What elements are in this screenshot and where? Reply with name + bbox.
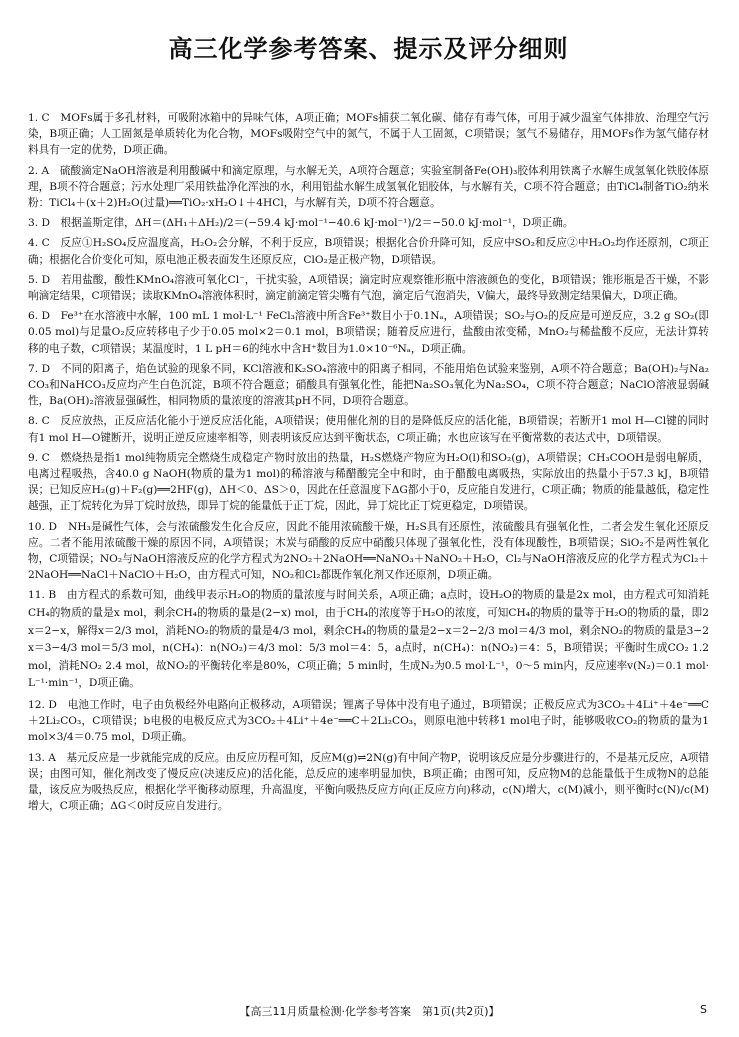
answer-item-11: 11. B 由方程式的系数可知，曲线甲表示H₂O的物质的量浓度与时间关系，A项正确；a点时，设H₂O的物质的量是2x mol，由方程式可知消耗CH₄的物质的量是x mol，剩余CH₄的物质的量是(2−x) mol，由于CH₄的浓度等于H₂O的浓度，可知CH₄的物质的量等于H₂O的物质的量，即2x＝2−x，解得x＝2/3 mol，消耗NO₂的物质的量是4/3 mol，剩余CH₄的物质的量是2−x＝2−2/3 mol＝4/3 mol，剩余NO₂的物质的量是3−2x＝3−4/3 mol＝5/3 mol，n(CH₄)：n(NO₂)＝4/3 mol：5/3 mol＝4：5，a点时，n(CH₄)：n(NO₂)＝4：5，B项错误；平衡时生成CO₂ 1.2 mol，消耗NO₂ 2.4 mol，故NO₂的平衡转化率是80%，C项正确；5 min时，生成N₂为0.5 mol·L⁻¹，0～5 min内，反应速率v(N₂)＝0.1 mol·L⁻¹·min⁻¹，D项正确。 [28, 589, 709, 690]
footer-mark: S [700, 1003, 707, 1016]
answer-item-9: 9. C 燃烧热是指1 mol纯物质完全燃烧生成稳定产物时放出的热量，H₂S燃烧产物应为H₂O(l)和SO₂(g)，A项错误；CH₃COOH是弱电解质，电离过程吸热，含40.0 g NaOH(物质的量为1 mol)的稀溶液与稀醋酸完全中和时，由于醋酸电离吸热，实际放出的热量小于57.3 kJ，B项错误；已知反应H₂(g)＋F₂(g)══2HF(g)，ΔH＜0、ΔS＞0，因此在任意温度下ΔG都小于0，反应能自发进行，C项正确；物质的能量越低，稳定性越强，正丁烷转化为异丁烷时放热，即异丁烷的能量低于正丁烷，因此，异丁烷比正丁烷更稳定，D项错误。 [28, 451, 709, 513]
answer-list [28, 110, 709, 814]
answer-item-5: 5. D 若用盐酸，酸性KMnO₄溶液可氧化Cl⁻，干扰实验，A项错误；滴定时应观察锥形瓶中溶液颜色的变化，B项错误；锥形瓶是否干燥，不影响滴定结果，C项错误；读取KMnO₄溶液体积时，滴定前滴定管尖嘴有气泡，滴定后气泡消失，V偏大，最终导致测定结果偏大，D项正确。 [28, 273, 709, 303]
footer-text: 【高三11月质量检测·化学参考答案 第1页(共2页)】 [239, 1005, 500, 1018]
answer-item-6: 6. D Fe³⁺在水溶液中水解，100 mL 1 mol·L⁻¹ FeCl₃溶液中所含Fe³⁺数目小于0.1Nₐ，A项错误；SO₂与O₂的反应是可逆反应，3.2 g SO₂(即0.05 mol)与足量O₂反应转移电子少于0.05 mol×2＝0.1 mol，B项错误；随着反应进行，盐酸由浓变稀，MnO₂与稀盐酸不反应，无法计算转移的电子数，C项错误；某温度时，1 L pH＝6的纯水中含H⁺数目为1.0×10⁻⁶Nₐ，D项正确。 [28, 310, 709, 355]
answer-item-7: 7. D 不同的阳离子，焰色试验的现象不同，KCl溶液和K₂SO₄溶液中的阳离子相同，不能用焰色试验来鉴别，A项不符合题意；Ba(OH)₂与Na₂CO₃和NaHCO₃反应均产生白色沉淀，B项不符合题意；硝酸具有强氧化性，能把Na₂SO₃氧化为Na₂SO₄，C项不符合题意；NaClO溶液显弱碱性，Ba(OH)₂溶液显强碱性，相同物质的量浓度的溶液其pH不同，D项符合题意。 [28, 362, 709, 408]
answer-item-4: 4. C 反应①H₂SO₄反应温度高，H₂O₂会分解，不利于反应，B项错误；根据化合价升降可知，反应中SO₂和反应②中H₂O₂均作还原剂，C项正确；根据化合价变化可知，原电池正极表面发生还原反应，ClO₂是正极产物，D项错误。 [28, 237, 709, 266]
answer-item-13: 13. A 基元反应是一步就能完成的反应。由反应历程可知，反应M(g)⇌2N(g)有中间产物P，说明该反应是分步骤进行的，不是基元反应，A项错误；由图可知，催化剂改变了慢反应(决速反应)的活化能，总反应的速率明显加快，B项正确；由图可知，反应物M的总能量低于生成物N的总能量，该反应为吸热反应，根据化学平衡移动原理，升高温度，平衡向吸热反应方向(正反应方向)移动，c(N)增大，c(M)减小，则平衡时c(N)/c(M)增大，C项正确；ΔG＜0时反应自发进行。 [28, 751, 709, 813]
answer-item-3: 3. D 根据盖斯定律，ΔH＝(ΔH₁＋ΔH₂)/2＝(−59.4 kJ·mol⁻¹−40.6 kJ·mol⁻¹)/2＝−50.0 kJ·mol⁻¹，D项正确。 [28, 217, 574, 230]
answer-item-12: 12. D 电池工作时，电子由负极经外电路向正极移动，A项错误；锂离子导体中没有电子通过，B项错误；正极反应式为3CO₂＋4Li⁺＋4e⁻══C＋2Li₂CO₃，C项错误；b电极的电极反应式为3CO₂＋4Li⁺＋4e⁻══C＋2Li₂CO₃，则原电池中转移1 mol电子时，能够吸收CO₂的物质的量为1 mol×3/4＝0.75 mol，D项正确。 [28, 699, 709, 744]
answer-item-2: 2. A 硫酸滴定NaOH溶液是利用酸碱中和滴定原理，与水解无关，A项符合题意；实验室制备Fe(OH)₃胶体利用铁离子水解生成氢氧化铁胶体原理，B项不符合题意；污水处理厂采用铁盐净化浑浊的水，利用铝盐水解生成氢氧化铝胶体，与水解有关，C项不符合题意；由TiCl₄制备TiO₂纳米粉：TiCl₄＋(x＋2)H₂O(过量)══TiO₂·xH₂O↓＋4HCl，与水解有关，D项不符合题意。 [28, 164, 709, 210]
page-footer [0, 1003, 739, 1019]
answer-item-10: 10. D NH₃是碱性气体，会与浓硫酸发生化合反应，因此不能用浓硫酸干燥，H₂S具有还原性，浓硫酸具有强氧化性，二者会发生氧化还原反应。二者不能用浓硫酸干燥的原因不同，A项错误；木炭与硝酸的反应中硝酸只体现了强氧化性，没有体现酸性，B项错误；SiO₂不是两性氧化物，C项错误；NO₂与NaOH溶液反应的化学方程式为2NO₂＋2NaOH══NaNO₃＋NaNO₂＋H₂O，Cl₂与NaOH溶液反应的化学方程式为Cl₂＋2NaOH══NaCl＋NaClO＋H₂O，由方程式可知，NO₂和Cl₂都既作氧化剂又作还原剂，D项正确。 [28, 520, 709, 582]
answer-item-8: 8. C 反应放热，正反应活化能小于逆反应活化能，A项错误；使用催化剂的目的是降低反应的活化能，B项错误；若断开1 mol H—Cl键的同时有1 mol H—O键断开，说明正逆反应速率相等，则表明该反应达到平衡状态，C项正确；水也应该写在平衡常数的表达式中，D项错误。 [28, 415, 709, 444]
answer-item-1: 1. C MOFs属于多孔材料，可吸附冰箱中的异味气体，A项正确；MOFs捕获二氧化碳、储存有毒气体，可用于减少温室气体排放、治理空气污染，B项正确；人工固氮是单质转化为化合物，MOFs吸附空气中的氮气，不属于人工固氮，C项错误；氢气不易储存，用MOFs作为氢气储存材料具有一定的优势，D项正确。 [28, 112, 709, 157]
page-title: 高三化学参考答案、提示及评分细则 [168, 35, 569, 63]
